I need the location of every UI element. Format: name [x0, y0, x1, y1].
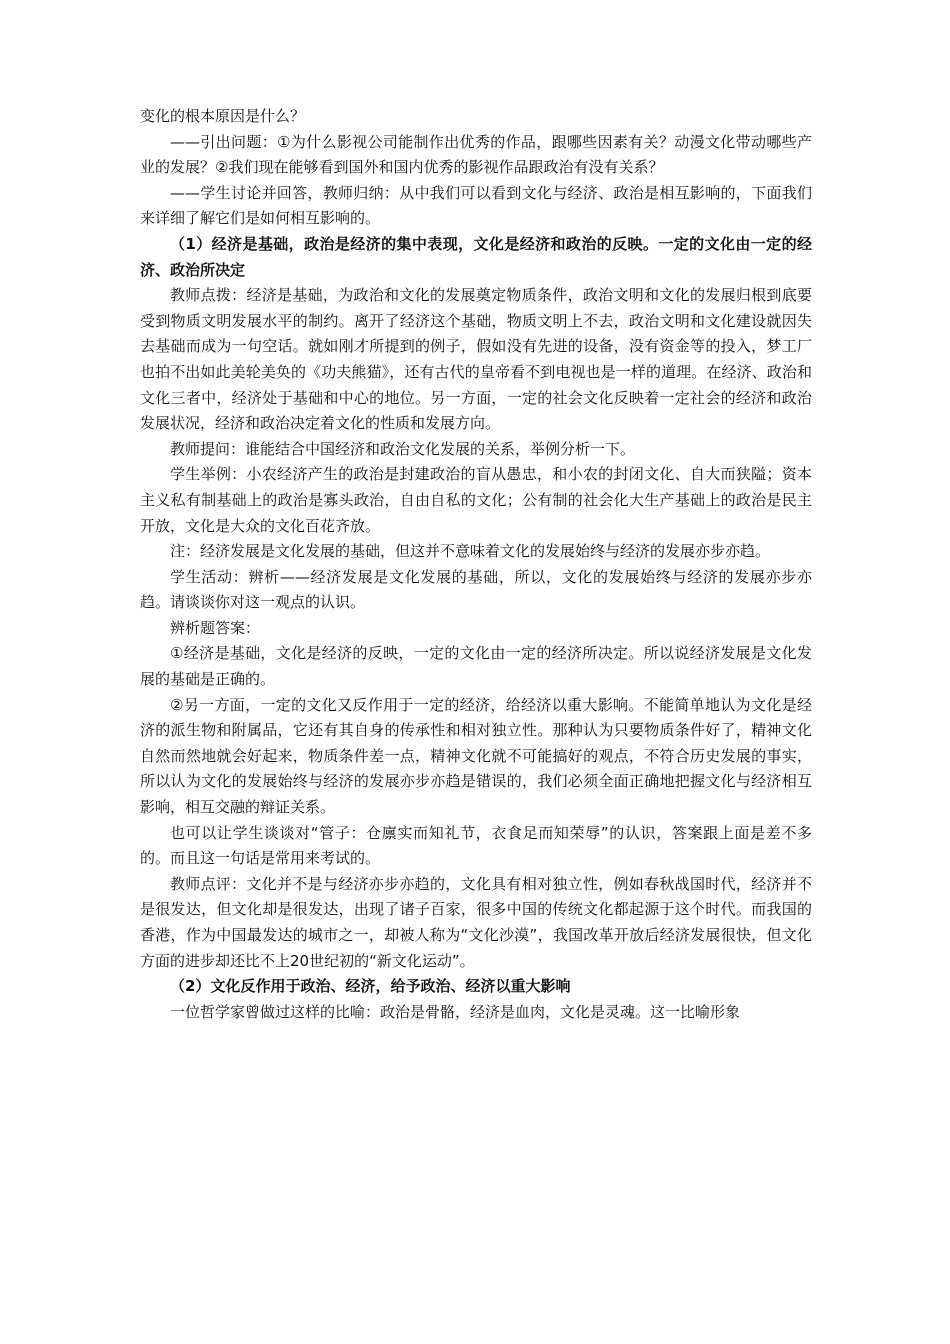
- paragraph-lead-in-questions: ——引出问题：①为什么影视公司能制作出优秀的作品，跟哪些因素有关？动漫文化带动哪些产业的发展？②我们现在能够看到国外和国内优秀的影视作品跟政治有没有关系？: [140, 132, 812, 177]
- paragraph-note: 注：经济发展是文化发展的基础，但这并不意味着文化的发展始终与经济的发展亦步亦趋。: [170, 542, 771, 561]
- paragraph-teacher-question: 教师提问：谁能结合中国经济和政治文化发展的关系，举例分析一下。: [170, 439, 636, 458]
- paragraph-answer-label: 辨析题答案：: [170, 618, 261, 637]
- section-heading-1: （1）经济是基础，政治是经济的集中表现，文化是经济和政治的反映。一定的文化由一定的经济、政治所决定: [140, 234, 812, 279]
- paragraph-student-examples: 学生举例：小农经济产生的政治是封建政治的盲从愚忠，和小农的封闭文化、自大而狭隘；资本主义私有制基础上的政治是寡头政治，自由自私的文化；公有制的社会化大生产基础上的政治是民主开放，文化是大众的文化百花齐放。: [140, 465, 812, 535]
- document-page: [140, 104, 812, 1025]
- paragraph-teacher-guidance: 教师点拨：经济是基础，为政治和文化的发展奠定物质条件，政治文明和文化的发展归根到底要受到物质文明发展水平的制约。离开了经济这个基础，物质文明上不去，政治文明和文化建设就因失去基础而成为一句空话。就如刚才所提到的例子，假如没有先进的设备，没有资金等的投入，梦工厂也拍不出如此美轮美奂的《功夫熊猫》，还有古代的皇帝看不到电视也是一样的道理。在经济、政治和文化三者中，经济处于基础和中心的地位。另一方面，一定的社会文化反映着一定社会的经济和政治发展状况，经济和政治决定着文化的性质和发展方向。: [140, 286, 812, 433]
- paragraph-answer-point-1: ①经济是基础，文化是经济的反映，一定的文化由一定的经济所决定。所以说经济发展是文化发展的基础是正确的。: [140, 644, 812, 689]
- paragraph-student-activity: 学生活动：辨析——经济发展是文化发展的基础，所以，文化的发展始终与经济的发展亦步亦趋。请谈谈你对这一观点的认识。: [140, 567, 812, 612]
- section-heading-2: （2）文化反作用于政治、经济，给予政治、经济以重大影响: [170, 977, 571, 996]
- paragraph-teacher-comment: 教师点评：文化并不是与经济亦步亦趋的，文化具有相对独立性，例如春秋战国时代，经济并不是很发达，但文化却是很发达，出现了诸子百家，很多中国的传统文化都起源于这个时代。而我国的香港，作为中国最发达的城市之一，却被人称为“文化沙漠”，我国改革开放后经济发展很快，但文化方面的进步却还比不上20世纪初的“新文化运动”。: [140, 874, 812, 970]
- paragraph-guanzi-quote: 也可以让学生谈谈对“管子：仓廪实而知礼节，衣食足而知荣辱”的认识，答案跟上面是差不多的。而且这一句话是常用来考试的。: [140, 823, 812, 868]
- paragraph-answer-point-2: ②另一方面，一定的文化又反作用于一定的经济，给经济以重大影响。不能简单地认为文化是经济的派生物和附属品，它还有其自身的传承性和相对独立性。那种认为只要物质条件好了，精神文化自然而然地就会好起来，物质条件差一点，精神文化就不可能搞好的观点，不符合历史发展的事实，所以认为文化的发展始终与经济的发展亦步亦趋是错误的，我们必须全面正确地把握文化与经济相互影响，相互交融的辩证关系。: [140, 695, 812, 817]
- paragraph-intro-question: 变化的根本原因是什么？: [140, 107, 306, 125]
- paragraph-discussion-summary: ——学生讨论并回答，教师归纳：从中我们可以看到文化与经济、政治是相互影响的，下面我们来详细了解它们是如何相互影响的。: [140, 183, 812, 228]
- paragraph-philosopher-metaphor: 一位哲学家曾做过这样的比喻：政治是骨骼，经济是血肉，文化是灵魂。这一比喻形象: [170, 1002, 741, 1021]
